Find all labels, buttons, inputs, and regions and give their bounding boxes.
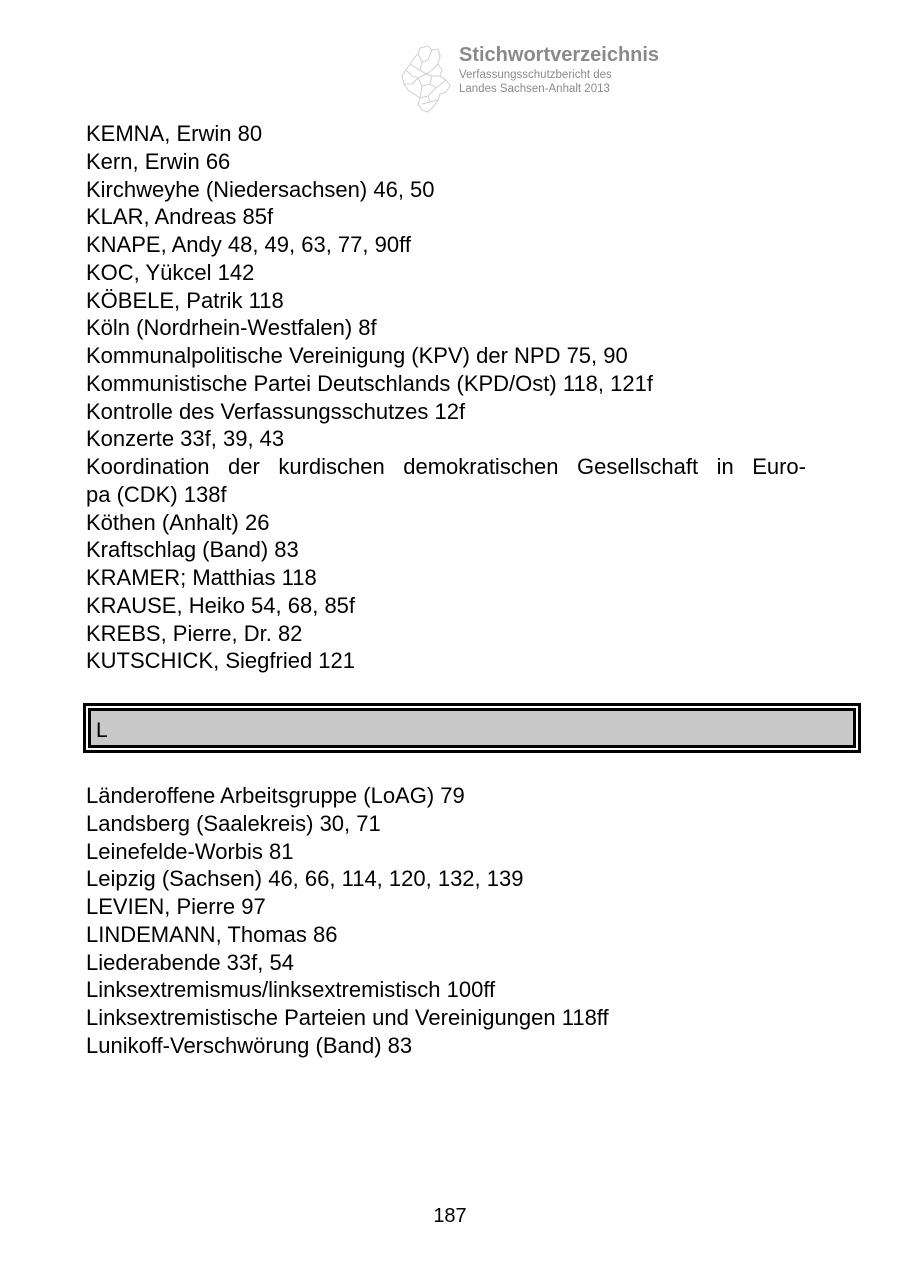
report-subtitle-line1: Verfassungsschutzbericht des <box>459 69 612 81</box>
index-entry: Köln (Nordrhein-Westfalen) 8f <box>86 315 377 341</box>
index-entry-wrapped-line1 <box>86 453 806 481</box>
index-entry: Kern, Erwin 66 <box>86 148 231 174</box>
index-entry: KNAPE, Andy 48, 49, 63, 77, 90ff <box>86 232 411 257</box>
page-number: 187 <box>433 1205 467 1227</box>
section-letter: L <box>96 719 108 742</box>
index-entry: Kontrolle des Verfassungsschutzes 12f <box>86 398 466 424</box>
index-entry: Köthen (Anhalt) 26 <box>86 509 270 535</box>
index-list-k <box>86 120 806 675</box>
index-entry: Linksextremistische Parteien und Vereinigungen 118ff <box>86 1005 609 1030</box>
index-entry: Linksextremismus/linksextremistisch 100ff <box>86 977 496 1003</box>
report-subtitle-line2: Landes Sachsen-Anhalt 2013 <box>459 83 610 95</box>
index-entry: Leinefelde-Worbis 81 <box>86 838 294 864</box>
index-entry-text: Koordination der kurdischen demokratischen Gesellschaft in Euro- <box>86 454 806 479</box>
letter-section-header <box>83 703 861 753</box>
index-entry: LEVIEN, Pierre 97 <box>86 894 266 919</box>
index-entry: Lunikoff-Verschwörung (Band) 83 <box>86 1032 413 1058</box>
index-entry: KREBS, Pierre, Dr. 82 <box>86 620 303 646</box>
index-entry: Landsberg (Saalekreis) 30, 71 <box>86 810 381 836</box>
index-entry: KEMNA, Erwin 80 <box>86 121 263 146</box>
index-title: Stichwortverzeichnis <box>459 44 660 66</box>
letter-section-header-inner <box>88 708 856 748</box>
index-list-l <box>86 782 806 1060</box>
index-entry: LINDEMANN, Thomas 86 <box>86 921 338 947</box>
index-entry: Länderoffene Arbeitsgruppe (LoAG) 79 <box>86 783 465 808</box>
index-entry: Kommunalpolitische Vereinigung (KPV) der NPD 75, 90 <box>86 343 628 368</box>
index-entry: Konzerte 33f, 39, 43 <box>86 426 285 452</box>
index-entry: KRAMER; Matthias 118 <box>86 565 317 590</box>
index-entry: Kirchweyhe (Niedersachsen) 46, 50 <box>86 176 435 202</box>
index-entry: KRAUSE, Heiko 54, 68, 85f <box>86 592 356 618</box>
index-entry: Kommunistische Partei Deutschlands (KPD/Ost) 118, 121f <box>86 370 653 396</box>
index-entry: KÖBELE, Patrik 118 <box>86 287 284 313</box>
index-entry: KLAR, Andreas 85f <box>86 204 274 230</box>
index-entry-wrapped-line2: pa (CDK) 138f <box>86 481 227 507</box>
index-entry: Liederabende 33f, 54 <box>86 949 294 975</box>
saxony-anhalt-map-outline-icon <box>398 44 454 114</box>
index-entry: KUTSCHICK, Siegfried 121 <box>86 648 355 674</box>
page-header <box>398 44 698 114</box>
index-entry: Kraftschlag (Band) 83 <box>86 537 299 563</box>
index-entry: Leipzig (Sachsen) 46, 66, 114, 120, 132, 139 <box>86 866 524 892</box>
index-entry: KOC, Yükcel 142 <box>86 259 255 285</box>
